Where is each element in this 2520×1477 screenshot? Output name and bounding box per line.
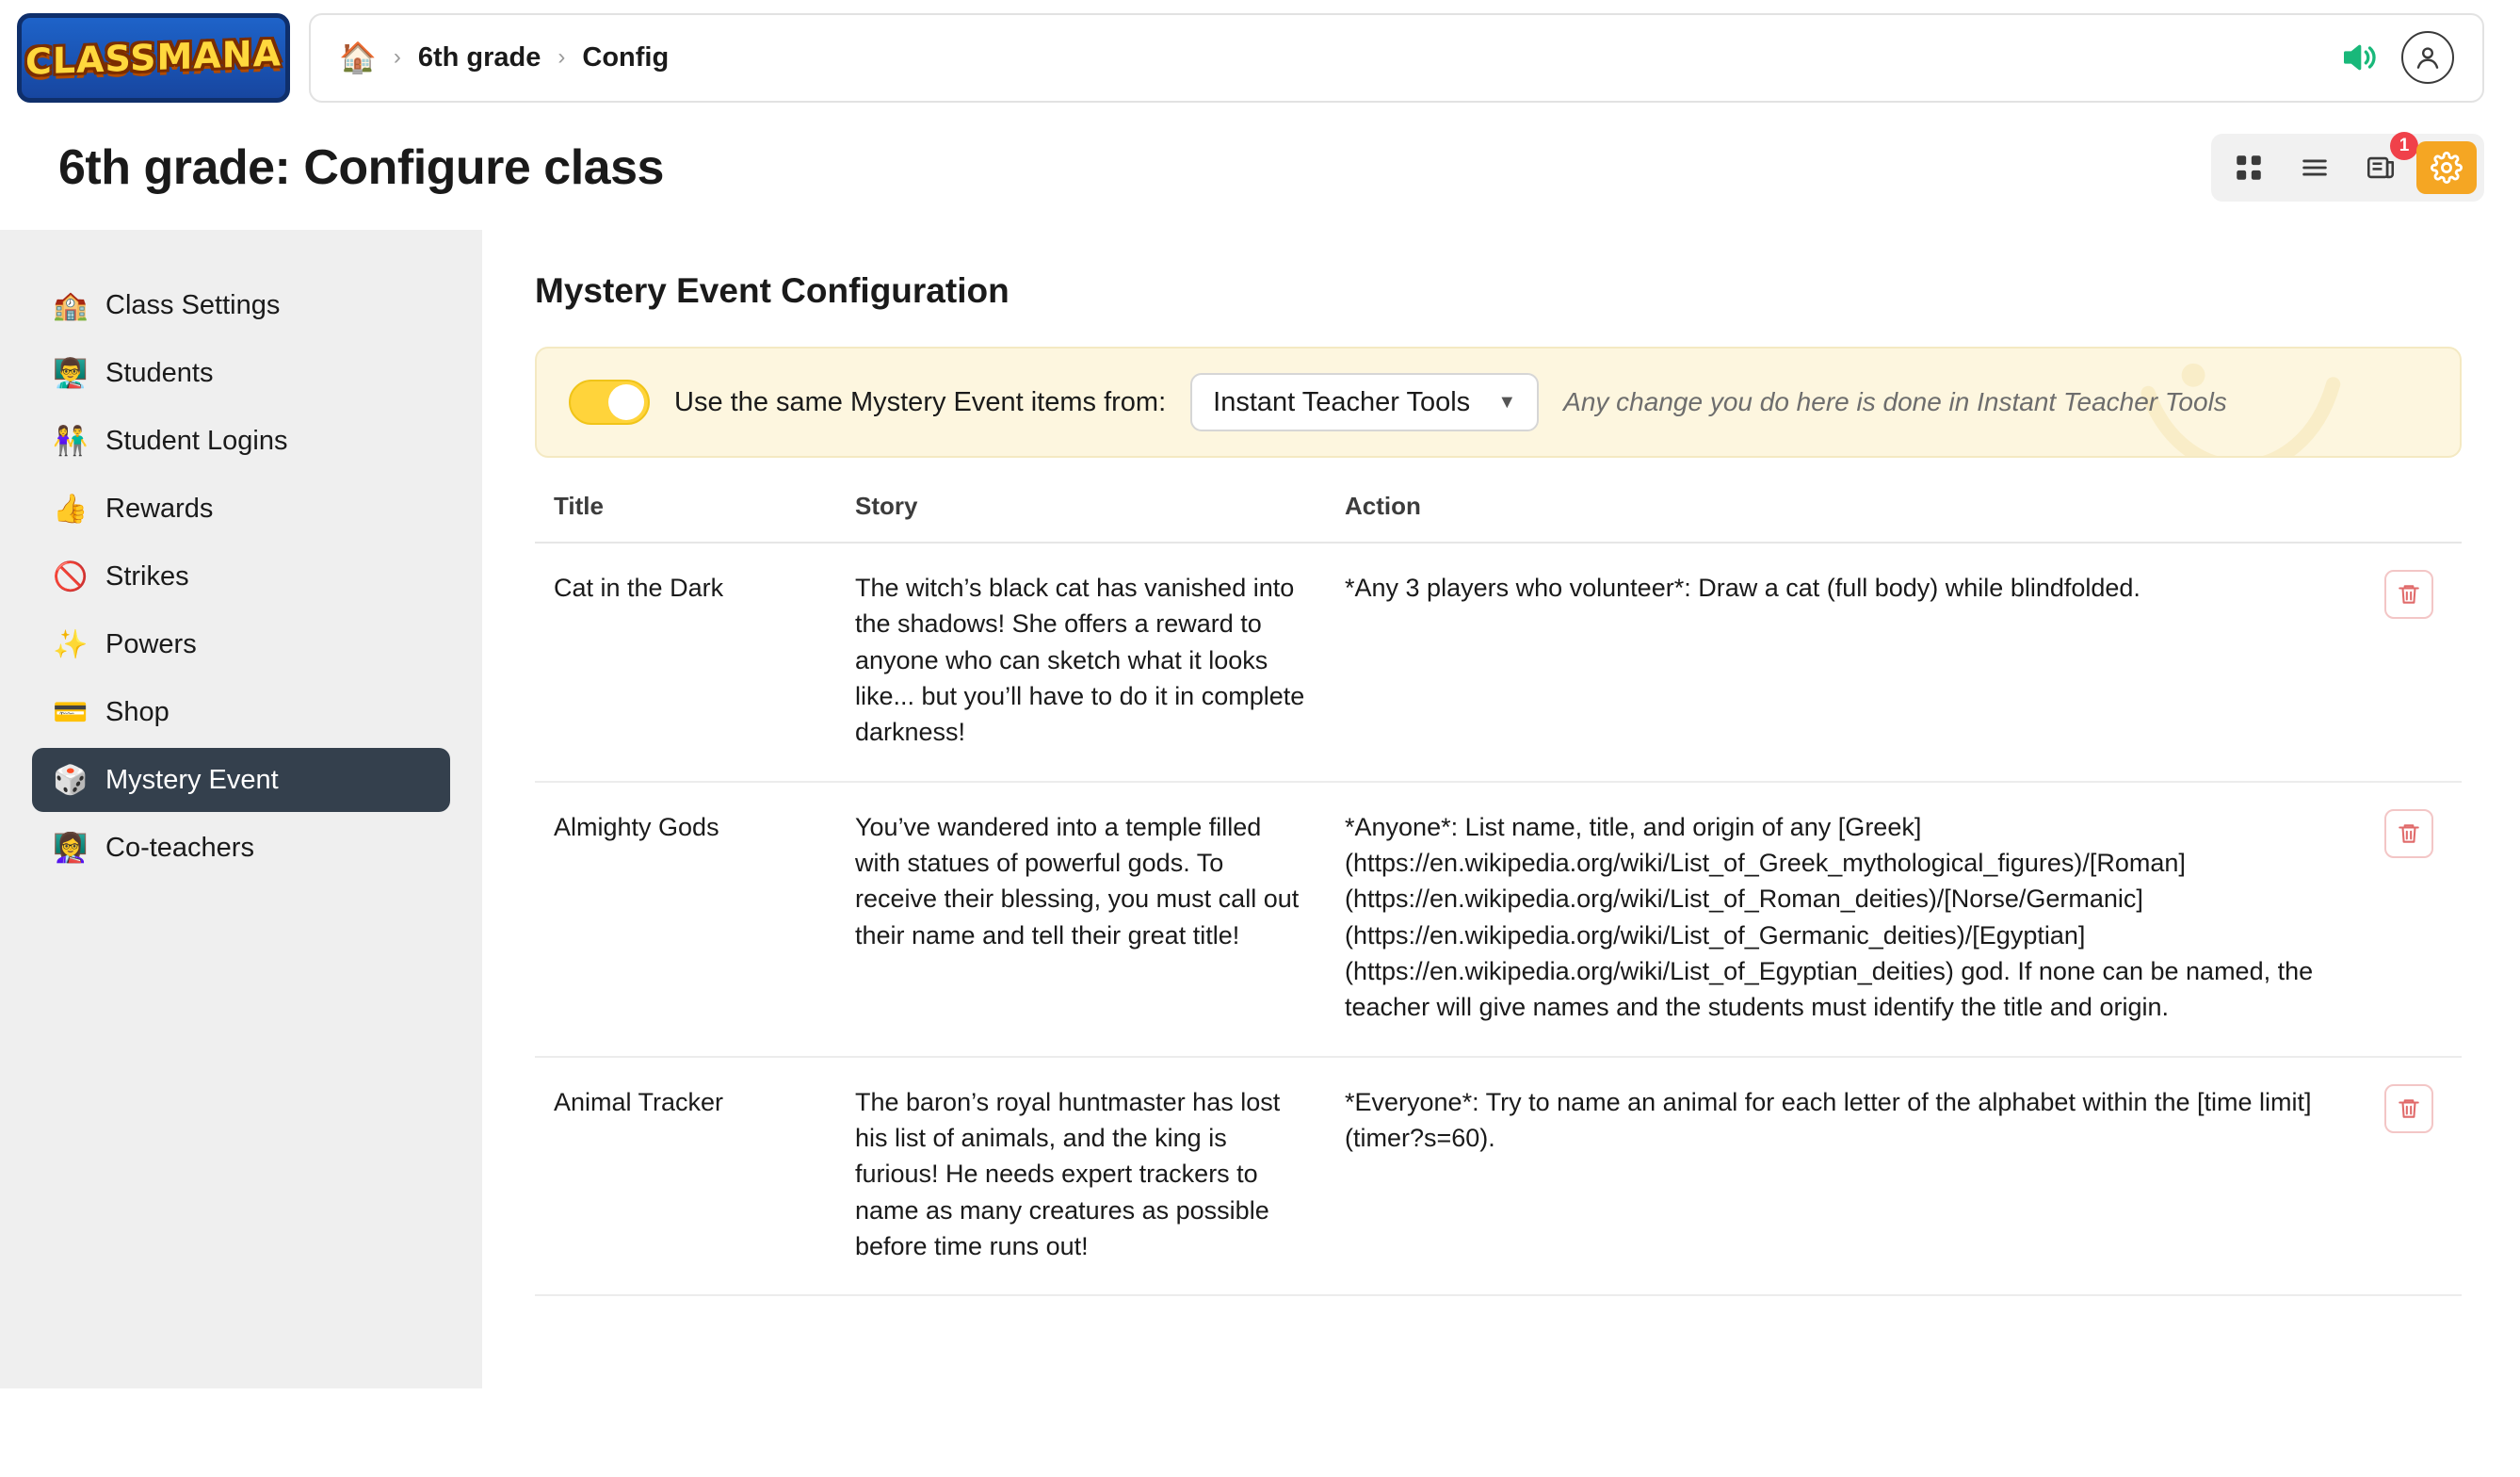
sound-icon[interactable] bbox=[2332, 31, 2384, 84]
app-logo-text: CLASSMANA bbox=[25, 32, 282, 83]
view-toggle-group bbox=[2211, 134, 2484, 202]
trash-icon[interactable] bbox=[2384, 570, 2433, 619]
prohibited-icon: 🚫 bbox=[53, 560, 89, 592]
trash-icon[interactable] bbox=[2384, 809, 2433, 858]
sidebar-item-student-logins[interactable] bbox=[32, 409, 450, 473]
table-header bbox=[535, 492, 2462, 543]
sync-notice-hint: Any change you do here is done in Instant Teacher Tools bbox=[1563, 387, 2227, 416]
sidebar-item-mystery-event[interactable] bbox=[32, 748, 450, 812]
breadcrumb-separator-1: › bbox=[393, 44, 401, 70]
source-select[interactable] bbox=[1190, 373, 1539, 431]
sync-toggle-label: Use the same Mystery Event items from: bbox=[674, 386, 1167, 417]
event-story: The witch’s black cat has vanished into the shadows! She offers a reward to anyone who can sketch what it looks like... but you’ll have to do it in complete darkness! bbox=[836, 543, 1326, 782]
sidebar bbox=[0, 230, 482, 1388]
top-bar bbox=[0, 0, 2520, 115]
sidebar-item-label: Class Settings bbox=[105, 289, 281, 320]
sidebar-item-label: Powers bbox=[105, 628, 197, 659]
breadcrumb-home-icon[interactable]: 🏠 bbox=[339, 41, 377, 74]
sidebar-item-label: Co-teachers bbox=[105, 832, 254, 863]
sidebar-item-label: Students bbox=[105, 357, 214, 388]
table-body bbox=[535, 543, 2462, 1295]
sidebar-item-shop[interactable] bbox=[32, 680, 450, 744]
news-view-button[interactable] bbox=[2350, 136, 2411, 194]
sidebar-item-label: Shop bbox=[105, 696, 170, 727]
list-view-button[interactable] bbox=[2285, 141, 2345, 194]
sidebar-item-label: Rewards bbox=[105, 493, 214, 524]
mystery-events-table bbox=[535, 492, 2462, 1296]
event-story: The baron’s royal huntmaster has lost his list of animals, and the king is furious! He needs expert trackers to name as many creatures as possible before time runs out! bbox=[836, 1057, 1326, 1296]
sync-notice-banner bbox=[535, 347, 2462, 458]
event-delete-cell bbox=[2358, 543, 2462, 782]
coteacher-icon: 👩‍🏫 bbox=[53, 832, 89, 864]
sparkles-icon: ✨ bbox=[53, 628, 89, 660]
table-header-row bbox=[535, 492, 2462, 543]
sync-toggle[interactable] bbox=[569, 380, 650, 425]
event-title: Cat in the Dark bbox=[535, 543, 836, 782]
breadcrumb-item-grade[interactable]: 6th grade bbox=[417, 41, 541, 73]
event-story: You’ve wandered into a temple filled with statues of powerful gods. To receive their blessing, you must call out their name and tell their great title! bbox=[836, 782, 1326, 1057]
column-header-title: Title bbox=[535, 492, 836, 543]
sidebar-item-co-teachers[interactable] bbox=[32, 816, 450, 880]
event-delete-cell bbox=[2358, 782, 2462, 1057]
sidebar-item-powers[interactable] bbox=[32, 612, 450, 676]
sidebar-item-label: Student Logins bbox=[105, 425, 288, 456]
page-title: 6th grade: Configure class bbox=[58, 140, 664, 195]
event-delete-cell bbox=[2358, 1057, 2462, 1296]
column-header-actions bbox=[2358, 492, 2462, 543]
sidebar-item-label: Mystery Event bbox=[105, 764, 279, 795]
chevron-down-icon: ▼ bbox=[1497, 391, 1517, 413]
trash-icon[interactable] bbox=[2384, 1084, 2433, 1133]
main-content bbox=[482, 230, 2520, 1388]
dice-icon: 🎲 bbox=[53, 764, 89, 796]
teacher-icon: 👨‍🏫 bbox=[53, 357, 89, 389]
card-icon: 💳 bbox=[53, 696, 89, 728]
school-icon: 🏫 bbox=[53, 289, 89, 321]
table-row bbox=[535, 1057, 2462, 1296]
sidebar-item-strikes[interactable] bbox=[32, 544, 450, 609]
source-select-value: Instant Teacher Tools bbox=[1213, 386, 1471, 417]
sidebar-item-label: Strikes bbox=[105, 560, 189, 592]
event-title: Animal Tracker bbox=[535, 1057, 836, 1296]
sync-toggle-knob bbox=[608, 384, 644, 420]
grid-view-button[interactable] bbox=[2219, 141, 2279, 194]
settings-view-button[interactable] bbox=[2416, 141, 2477, 194]
event-action: *Any 3 players who volunteer*: Draw a cat (full body) while blindfolded. bbox=[1326, 543, 2358, 782]
thumbs-up-icon: 👍 bbox=[53, 493, 89, 525]
breadcrumb-item-config[interactable]: Config bbox=[582, 41, 670, 73]
news-badge-count: 1 bbox=[2390, 132, 2418, 160]
app-logo[interactable] bbox=[17, 13, 290, 103]
breadcrumb bbox=[309, 13, 2484, 103]
event-action: *Everyone*: Try to name an animal for each letter of the alphabet within the [time limit](timer?s=60). bbox=[1326, 1057, 2358, 1296]
event-action: *Anyone*: List name, title, and origin of any [Greek](https://en.wikipedia.org/wiki/List_of_Greek_mythological_figures)/[Roman](https://en.wikipedia.org/wiki/List_of_Roman_deities)/[Norse/Germanic](https://en.wikipedia.org/wiki/List_of_Germanic_deities)/[Egyptian](https://en.wikipedia.org/wiki/List_of_Egyptian_deities) god. If none can be named, the teacher will give names and the students must identify the title and origin. bbox=[1326, 782, 2358, 1057]
table-row bbox=[535, 543, 2462, 782]
account-avatar[interactable] bbox=[2401, 31, 2454, 84]
table-row bbox=[535, 782, 2462, 1057]
page-body bbox=[0, 230, 2520, 1388]
page-header bbox=[0, 115, 2520, 230]
column-header-story: Story bbox=[836, 492, 1326, 543]
sidebar-item-students[interactable] bbox=[32, 341, 450, 405]
people-icon: 👫 bbox=[53, 425, 89, 457]
sidebar-item-class-settings[interactable] bbox=[32, 273, 450, 337]
sidebar-item-rewards[interactable] bbox=[32, 477, 450, 541]
breadcrumb-separator-2: › bbox=[557, 44, 566, 70]
event-title: Almighty Gods bbox=[535, 782, 836, 1057]
section-title: Mystery Event Configuration bbox=[535, 271, 1010, 310]
column-header-action: Action bbox=[1326, 492, 2358, 543]
